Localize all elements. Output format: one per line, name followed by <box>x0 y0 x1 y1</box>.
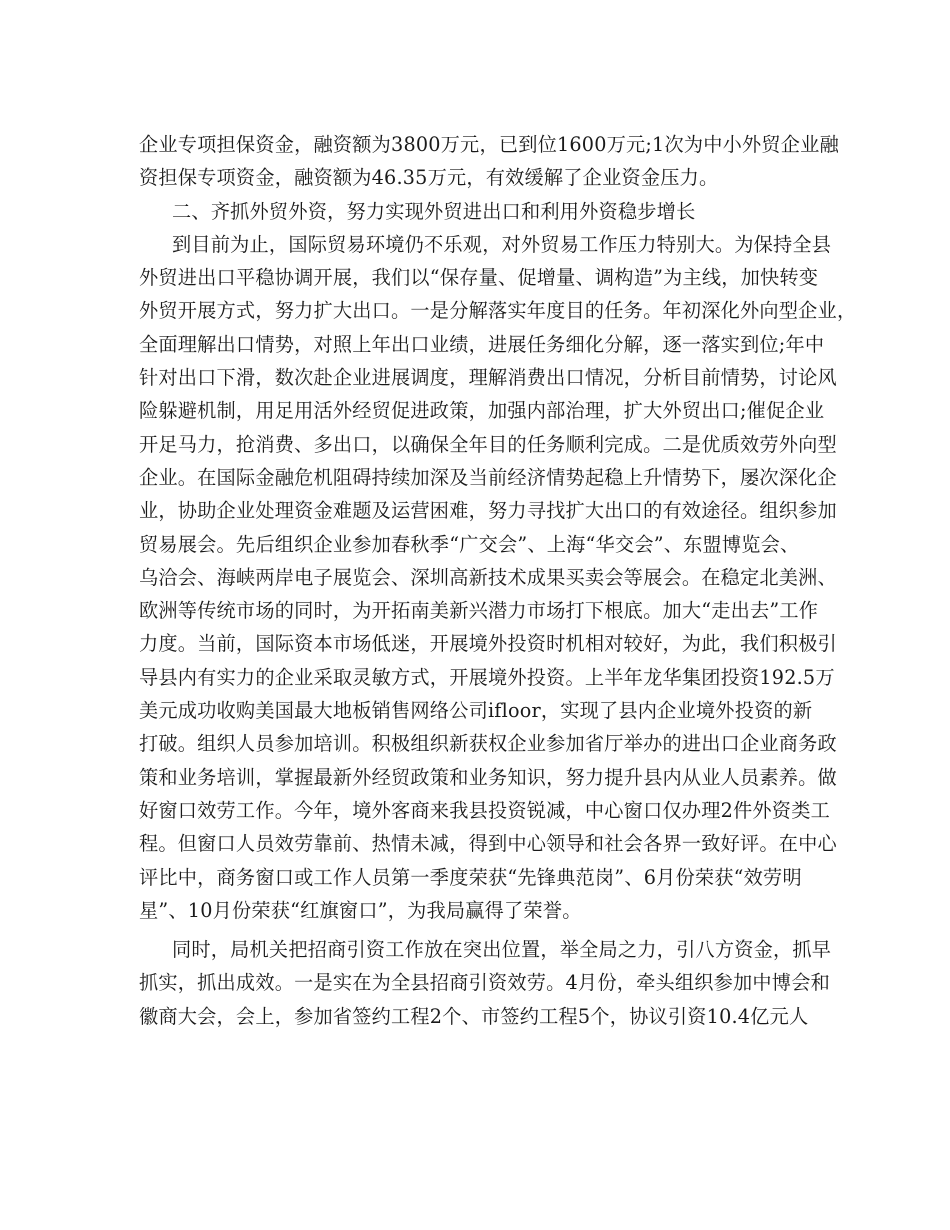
paragraph-line: 同时，局机关把招商引资工作放在突出位置，举全局之力，引八方资金，抓早 <box>172 938 832 962</box>
paragraph-line: 欧洲等传统市场的同时，为开拓南美新兴潜力市场打下根底。加大“走出去”工作 <box>139 599 819 623</box>
paragraph-line: 策和业务培训，掌握最新外经贸政策和业务知识，努力提升县内从业人员素养。做 <box>139 765 837 789</box>
paragraph-line: 到目前为止，国际贸易环境仍不乐观，对外贸易工作压力特别大。为保持全县 <box>172 232 832 256</box>
paragraph-line: 企业。在国际金融危机阻碍持续加深及当前经济情势起稳上升情势下，屡次深化企 <box>139 465 837 489</box>
paragraph-line: 徽商大会，会上，参加省签约工程2个、市签约工程5个，协议引资10.4亿元人 <box>139 1004 809 1028</box>
paragraph-line: 险躲避机制，用足用活外经贸促进政策，加强内部治理，扩大外贸出口;催促企业 <box>139 399 825 423</box>
paragraph-line: 资担保专项资金，融资额为46.35万元，有效缓解了企业资金压力。 <box>139 166 719 190</box>
paragraph-line: 打破。组织人员参加培训。积极组织新获权企业参加省厅举办的进出口企业商务政 <box>139 732 837 756</box>
paragraph-line: 外贸进出口平稳协调开展，我们以“保存量、促增量、调构造”为主线，加快转变 <box>139 266 819 290</box>
paragraph-line: 评比中，商务窗口或工作人员第一季度荣获“先锋典范岗”、6月份荣获“效劳明 <box>139 865 802 889</box>
paragraph-line: 外贸开展方式，努力扩大出口。一是分解落实年度目的任务。年初深化外向型企业， <box>139 299 857 323</box>
paragraph-line: 全面理解出口情势，对照上年出口业绩，进展任务细化分解，逐一落实到位;年中 <box>139 332 825 356</box>
paragraph-line: 程。但窗口人员效劳靠前、热情未减，得到中心领导和社会各界一致好评。在中心 <box>139 832 837 856</box>
paragraph-line: 美元成功收购美国最大地板销售网络公司ifloor，实现了县内企业境外投资的新 <box>139 699 813 723</box>
paragraph-line: 乌洽会、海峡两岸电子展览会、深圳高新技术成果买卖会等展会。在稳定北美洲、 <box>139 565 837 589</box>
paragraph-line: 抓实，抓出成效。一是实在为全县招商引资效劳。4月份，牵头组织参加中博会和 <box>139 971 830 995</box>
paragraph-line: 开足马力，抢消费、多出口，以确保全年目的任务顺利完成。二是优质效劳外向型 <box>139 432 837 456</box>
paragraph-line: 针对出口下滑，数次赴企业进展调度，理解消费出口情况，分析目前情势，讨论风 <box>139 366 837 390</box>
paragraph-line: 好窗口效劳工作。今年，境外客商来我县投资锐减，中心窗口仅办理2件外资类工 <box>139 798 830 822</box>
section-heading: 二、齐抓外贸外资，努力实现外贸进出口和利用外资稳步增长 <box>172 199 696 223</box>
document-body <box>139 128 857 1033</box>
paragraph-line: 企业专项担保资金，融资额为3800万元，已到位1600万元;1次为中小外贸企业融 <box>139 133 839 156</box>
paragraph-line: 贸易展会。先后组织企业参加春秋季“广交会”、上海“华交会”、东盟博览会、 <box>139 532 800 556</box>
paragraph-line: 业，协助企业处理资金难题及运营困难，努力寻找扩大出口的有效途径。组织参加 <box>139 499 837 523</box>
paragraph-line: 力度。当前，国际资本市场低迷，开展境外投资时机相对较好，为此，我们积极引 <box>139 632 837 656</box>
paragraph-line: 星”、10月份荣获“红旗窗口”，为我局赢得了荣誉。 <box>139 898 582 922</box>
paragraph-line: 导县内有实力的企业采取灵敏方式，开展境外投资。上半年龙华集团投资192.5万 <box>139 665 835 689</box>
